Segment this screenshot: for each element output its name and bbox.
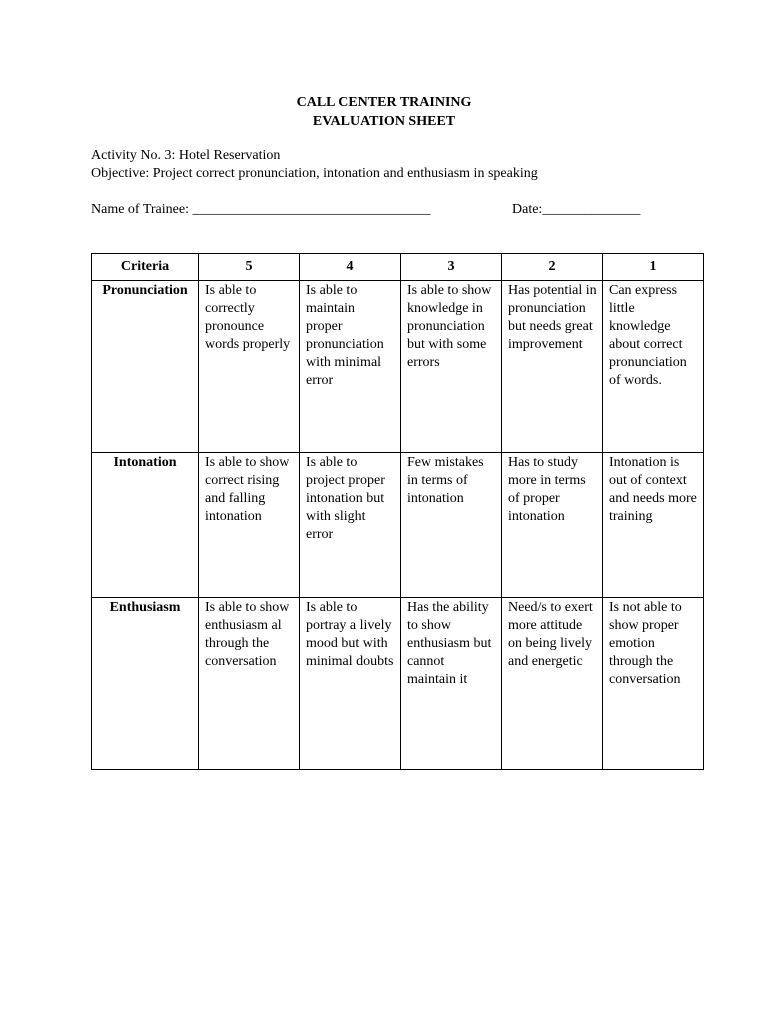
header-score-3: 3 — [401, 254, 502, 281]
title-line-2: EVALUATION SHEET — [312, 114, 456, 129]
table-cell: Few mistakes in terms of intonation — [401, 453, 502, 598]
table-cell: Is able to show knowledge in pronunciation but with some errors — [401, 281, 502, 453]
table-cell: Is able to show correct rising and falling intonation — [199, 453, 300, 598]
table-cell: Is able to maintain proper pronunciation with minimal error — [300, 281, 401, 453]
table-cell: Has potential in pronunciation but needs great improvement — [502, 281, 603, 453]
date-field: Date:______________ — [512, 202, 641, 217]
table-cell: Is able to project proper intonation but with slight error — [300, 453, 401, 598]
table-cell: Is able to correctly pronounce words properly — [199, 281, 300, 453]
criteria-cell: Enthusiasm — [92, 598, 199, 770]
header-score-4: 4 — [300, 254, 401, 281]
table-cell: Need/s to exert more attitude on being lively and energetic — [502, 598, 603, 770]
header-score-1: 1 — [603, 254, 704, 281]
table-row — [92, 453, 704, 598]
objective-label: Objective: Project correct pronunciation, intonation and enthusiasm in speaking — [91, 166, 538, 181]
title-line-1: CALL CENTER TRAINING — [296, 95, 472, 110]
trainee-name-field: Name of Trainee: __________________________________ — [91, 202, 431, 217]
table-row — [92, 281, 704, 453]
table-cell: Can express little knowledge about correct pronunciation of words. — [603, 281, 704, 453]
table-cell: Has to study more in terms of proper intonation — [502, 453, 603, 598]
table-cell: Is not able to show proper emotion through the conversation — [603, 598, 704, 770]
criteria-cell: Intonation — [92, 453, 199, 598]
table-cell: Intonation is out of context and needs more training — [603, 453, 704, 598]
table-cell: Has the ability to show enthusiasm but cannot maintain it — [401, 598, 502, 770]
table-header-row — [92, 254, 704, 281]
header-criteria: Criteria — [92, 254, 199, 281]
header-score-2: 2 — [502, 254, 603, 281]
table-cell: Is able to show enthusiasm al through the conversation — [199, 598, 300, 770]
table-cell: Is able to portray a lively mood but with minimal doubts — [300, 598, 401, 770]
activity-label: Activity No. 3: Hotel Reservation — [91, 148, 281, 163]
table-row — [92, 598, 704, 770]
header-score-5: 5 — [199, 254, 300, 281]
document-title — [0, 93, 768, 131]
rubric-table — [91, 253, 704, 770]
criteria-cell: Pronunciation — [92, 281, 199, 453]
